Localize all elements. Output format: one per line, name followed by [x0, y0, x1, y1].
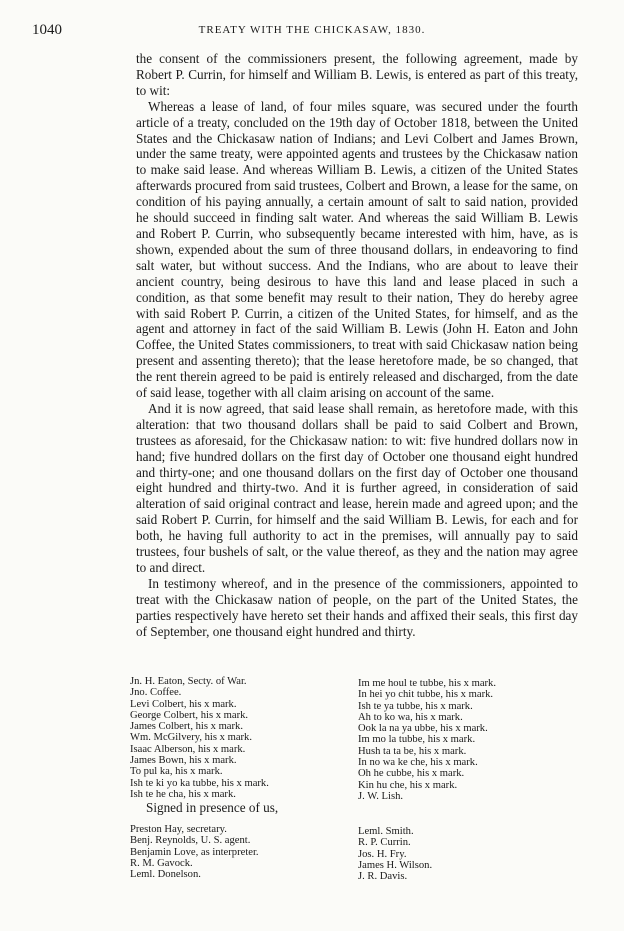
witness-line: Leml. Donelson.	[130, 869, 201, 881]
signature-line: In hei yo chit tubbe, his x mark.	[358, 689, 494, 701]
running-head: TREATY WITH THE CHICKASAW, 1830.	[198, 24, 426, 36]
paragraph-testimony: In testimony whereof, and in the presence of the commissioners, appointed to treat with the Chickasaw nation of people, on the part of the United States, the parties respectively have hereto set their hands and affixed their seals, this first day of September, one thousand eight hundred and thirty.	[136, 575, 578, 639]
page-number: 1040	[32, 22, 62, 38]
signature-line: George Colbert, his x mark.	[130, 709, 249, 721]
witness-line: Leml. Smith.	[358, 826, 414, 837]
witness-line: Benj. Reynolds, U. S. agent.	[130, 835, 251, 847]
signature-line: Jno. Coffee.	[130, 687, 182, 699]
signature-line: Ook la na ya ubbe, his x mark.	[358, 723, 488, 735]
signature-line: Im mo la tubbe, his x mark.	[358, 734, 476, 746]
signature-line: To pul ka, his x mark.	[130, 766, 223, 778]
paragraph-agreement: And it is now agreed, that said lease shall remain, as heretofore made, with this alteration: that two thousand dollars shall be paid to said Colbert and Brown, trustees as aforesaid, for the Chickasaw nation: to wit: five hundred dollars now in hand; five hundred dollars on the first day of October one thousand eight hundred and thirty-one; and one thousand dollars on the first day of October one thousand eight hundred and thirty-two. And it is further agreed, in consideration of said alteration of said original contract and lease, herein made and agreed upon; and the said Robert P. Currin, for himself and the said William B. Lewis, for each and for both, he having full authority to act in the premises, will annually pay to said trustees, four bushels of salt, or the value thereof, as they and the nation may agree to and direct.	[136, 400, 578, 575]
signature-line: In no wa ke che, his x mark.	[358, 757, 478, 769]
signature-line: Ish te he cha, his x mark.	[130, 788, 236, 800]
signature-line: Ah to ko wa, his x mark.	[358, 711, 463, 723]
signature-line: Kin hu che, his x mark.	[358, 779, 458, 791]
paragraph-whereas: Whereas a lease of land, of four miles square, was secured under the fourth article of a treaty, concluded on the 19th day of October 1818, between the United States and the Chickasaw nation of Indians; and Levi Colbert and James Brown, under the same treaty, were appointed agents and trustees by the Chickasaw nation to make said lease. And whereas William B. Lewis, a citizen of the United States afterwards procured from said trustees, Colbert and Brown, a lease for the same, on condition of his paying annually, a certain amount of salt to said nation, provided he should succeed in finding salt water. And whereas the said William B. Lewis and Robert P. Currin, who subsequently became interested with him, have, as is shown, expended about the sum of three thousand dollars, in endeavoring to find salt water, but without success. And the Indians, who are about to leave their ancient country, being desirous to have this land and lease placed in such a condition, as that some benefit may result to their nation, They do hereby agree with said Robert P. Currin, a citizen of the United States, for himself, and as the agent and attorney in fact of the said William B. Lewis (John H. Eaton and John Coffee, the United States commissioners, to treat with said Chickasaw nation being present and assenting thereto); that the lease heretofore made, be so changed, that the rent therein agreed to be paid is entirely released and discharged, from the date of said lease, together with all claim arising on account of the same.	[136, 98, 578, 401]
signature-line: James Colbert, his x mark.	[130, 721, 243, 733]
witness-line: James H. Wilson.	[358, 859, 433, 871]
witness-line: R. M. Gavock.	[130, 857, 193, 869]
signature-line: Levi Colbert, his x mark.	[130, 698, 237, 710]
signatures-left-column	[130, 676, 269, 800]
treaty-body	[136, 51, 578, 640]
signature-line: Isaac Alberson, his x mark.	[130, 743, 246, 755]
witnesses-left-column	[130, 824, 259, 880]
signature-line: Ish te ki yo ka tubbe, his x mark.	[130, 777, 269, 789]
witness-line: Benjamin Love, as interpreter.	[130, 846, 259, 858]
signature-line: Ish te ya tubbe, his x mark.	[358, 700, 473, 712]
witness-line: Preston Hay, secretary.	[130, 824, 227, 835]
witnesses-right-column	[358, 826, 432, 882]
signature-line: J. W. Lish.	[358, 790, 404, 802]
signature-line: Hush ta ta be, his x mark.	[358, 745, 467, 757]
signed-in-presence-heading: Signed in presence of us,	[146, 800, 279, 815]
witness-line: J. R. Davis.	[358, 871, 408, 883]
witness-line: R. P. Currin.	[358, 837, 411, 849]
signature-line: Im me houl te tubbe, his x mark.	[358, 678, 496, 689]
signatures-right-column	[358, 678, 496, 802]
witness-line: Jos. H. Fry.	[358, 848, 407, 860]
signature-line: Oh he cubbe, his x mark.	[358, 768, 465, 780]
paragraph-intro: the consent of the commissioners present, the following agreement, made by Robert P. Currin, for himself and William B. Lewis, is entered as part of this treaty, to wit:	[136, 51, 578, 98]
signature-line: James Bown, his x mark.	[130, 755, 237, 767]
signature-line: Jn. H. Eaton, Secty. of War.	[130, 676, 247, 687]
signature-line: Wm. McGilvery, his x mark.	[130, 732, 252, 744]
